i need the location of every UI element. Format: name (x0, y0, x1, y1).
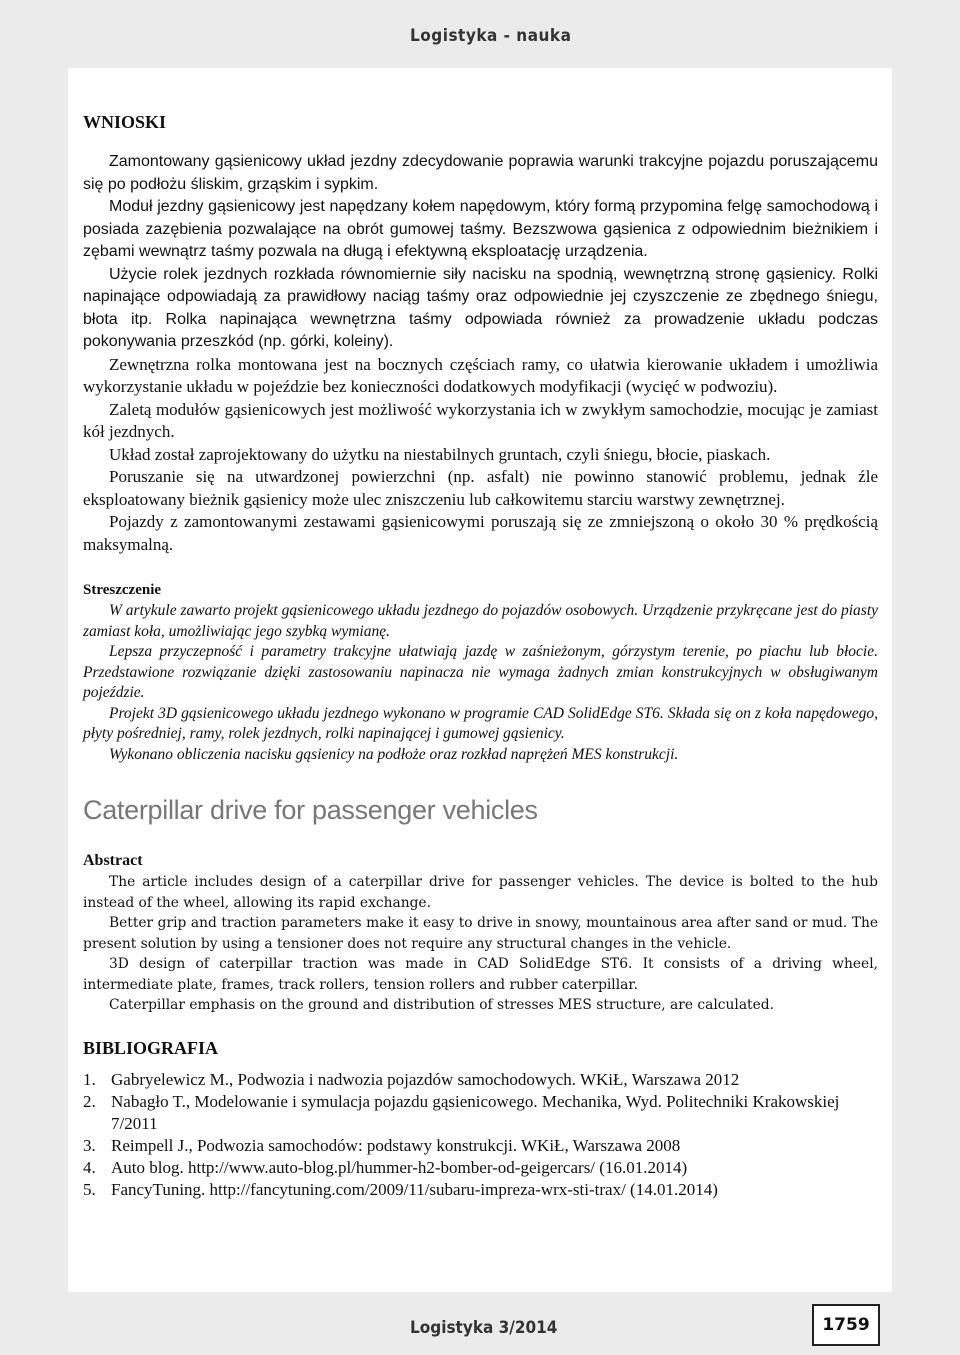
bibliography-number: 5. (83, 1179, 96, 1199)
bibliography-number: 3. (83, 1135, 96, 1155)
bibliography-item (83, 1069, 878, 1091)
abstract-section (83, 852, 878, 1016)
conclusions-paragraph: Zaletą modułów gąsienicowych jest możliwość wykorzystania ich w zwykłym samochodzie, mocując je zamiast kół jezdnych. (83, 399, 878, 441)
conclusions-paragraph: Układ został zaprojektowany do użytku na niestabilnych gruntach, czyli śniegu, błocie, piaskach. (109, 444, 771, 464)
bibliography-item (83, 1091, 878, 1135)
page-body (68, 68, 892, 1292)
page-number-box: 1759 (812, 1304, 880, 1346)
bibliography-text: Gabryelewicz M., Podwozia i nadwozia pojazdów samochodowych. WKiŁ, Warszawa 2012 (111, 1069, 740, 1089)
bibliography-heading: BIBLIOGRAFIA (83, 1037, 219, 1058)
summary-paragraph: Projekt 3D gąsienicowego układu jezdnego wykonano w programie CAD SolidEdge ST6. Składa się on z koła napędowego, płyty pośredniej, ramy, rolek jezdnych, rolki napinającej i gumowej gąsienicy. (83, 704, 878, 742)
bibliography-text: Reimpell J., Podwozia samochodów: podstawy konstrukcji. WKiŁ, Warszawa 2008 (111, 1135, 681, 1155)
running-footer: Logistyka 3/2014 (410, 1318, 558, 1338)
summary-paragraph: Wykonano obliczenia nacisku gąsienicy na podłoże oraz rozkład naprężeń MES konstrukcji. (109, 745, 679, 763)
bibliography-number: 2. (83, 1091, 96, 1111)
conclusions-paragraph: Zewnętrzna rolka montowana jest na bocznych częściach ramy, co ułatwia kierowanie układem i umożliwia wykorzystanie układu w pojeździe bez konieczności dodatkowych modyfikacji (wycięć w podwoziu). (83, 354, 878, 396)
conclusions-paragraph: Moduł jezdny gąsienicowy jest napędzany kołem napędowym, który formą przypomina felgę samochodową i posiada zazębienia pozwalające na obrót gumowej taśmy. Bezszwowa gąsienica z odpowiednim bieżnikiem i zębami wewnątrz taśmy pozwala na długą i efektywną eksploatację urządzenia. (83, 198, 878, 260)
bibliography-list (83, 1069, 878, 1201)
conclusions-paragraph: Pojazdy z zamontowanymi zestawami gąsienicowymi poruszają się ze zmniejszoną o około 30 % prędkością maksymalną. (83, 512, 878, 554)
abstract-heading: Abstract (83, 852, 143, 869)
english-title: Caterpillar drive for passenger vehicles (83, 795, 538, 825)
bibliography-item (83, 1135, 878, 1157)
conclusions-paragraph: Poruszanie się na utwardzonej powierzchni (np. asfalt) nie powinno stanowić problemu, jednak źle eksploatowany bieżnik gąsienicy może ulec zniszczeniu lub całkowitemu starciu warstwy zewnętrznej. (83, 467, 878, 509)
bibliography-item (83, 1157, 878, 1179)
summary-section (83, 582, 878, 765)
bibliography-text: Auto blog. http://www.auto-blog.pl/hummer-h2-bomber-od-geigercars/ (16.01.2014) (111, 1157, 688, 1177)
conclusions-section (83, 112, 878, 556)
conclusions-paragraph: Użycie rolek jezdnych rozkłada równomiernie siły nacisku na spodnią, wewnętrzną stronę gąsienicy. Rolki napinające odpowiadają za prawidłowy naciąg taśmy oraz odpowiednie jej czyszczenie ze zbędnego śniegu, błota itp. Rolka napinająca wewnętrzna taśmy odpowiada również za prowadzenie układu podczas pokonywania przeszkód (np. górki, koleiny). (83, 265, 878, 350)
bibliography-item (83, 1179, 878, 1201)
bibliography-number: 1. (83, 1069, 96, 1089)
article-content (83, 112, 878, 1201)
summary-paragraph: W artykule zawarto projekt gąsienicowego układu jezdnego do pojazdów osobowych. Urządzenie przykręcane jest do piasty zamiast koła, umożliwiając jego szybką wymianę. (83, 602, 878, 640)
bibliography-number: 4. (83, 1157, 96, 1177)
abstract-paragraph: Caterpillar emphasis on the ground and distribution of stresses MES structure, are calculated. (109, 997, 774, 1013)
abstract-paragraph: Better grip and traction parameters make it easy to drive in snowy, mountainous area after sand or mud. The present solution by using a tensioner does not require any structural changes in the vehicle. (83, 915, 878, 952)
conclusions-heading: WNIOSKI (83, 112, 167, 132)
summary-heading: Streszczenie (83, 582, 162, 598)
summary-paragraph: Lepsza przyczepność i parametry trakcyjne ułatwiają jazdę w zaśnieżonym, górzystym terenie, po piachu lub błocie. Przedstawione rozwiązanie dzięki zastosowaniu napinacza nie wymaga żadnych zmian konstrukcyjnych w obsługiwanym pojeździe. (83, 643, 878, 701)
bibliography-section (83, 1038, 878, 1201)
conclusions-paragraph: Zamontowany gąsienicowy układ jezdny zdecydowanie poprawia warunki trakcyjne pojazdu poruszającemu się po podłożu śliskim, grząskim i sypkim. (83, 153, 878, 193)
abstract-paragraph: 3D design of caterpillar traction was made in CAD SolidEdge ST6. It consists of a driving wheel, intermediate plate, frames, track rollers, tension rollers and rubber caterpillar. (83, 956, 878, 993)
left-margin-band (0, 68, 68, 1292)
running-header: Logistyka - nauka (410, 26, 572, 46)
bibliography-text: FancyTuning. http://fancytuning.com/2009/11/subaru-impreza-wrx-sti-trax/ (14.01.2014) (111, 1179, 718, 1199)
abstract-paragraph: The article includes design of a caterpillar drive for passenger vehicles. The device is bolted to the hub instead of the wheel, allowing its rapid exchange. (83, 874, 878, 911)
bibliography-text: Nabagło T., Modelowanie i symulacja pojazdu gąsienicowego. Mechanika, Wyd. Politechniki Krakowskiej 7/2011 (111, 1091, 840, 1133)
right-margin-band (892, 68, 960, 1292)
